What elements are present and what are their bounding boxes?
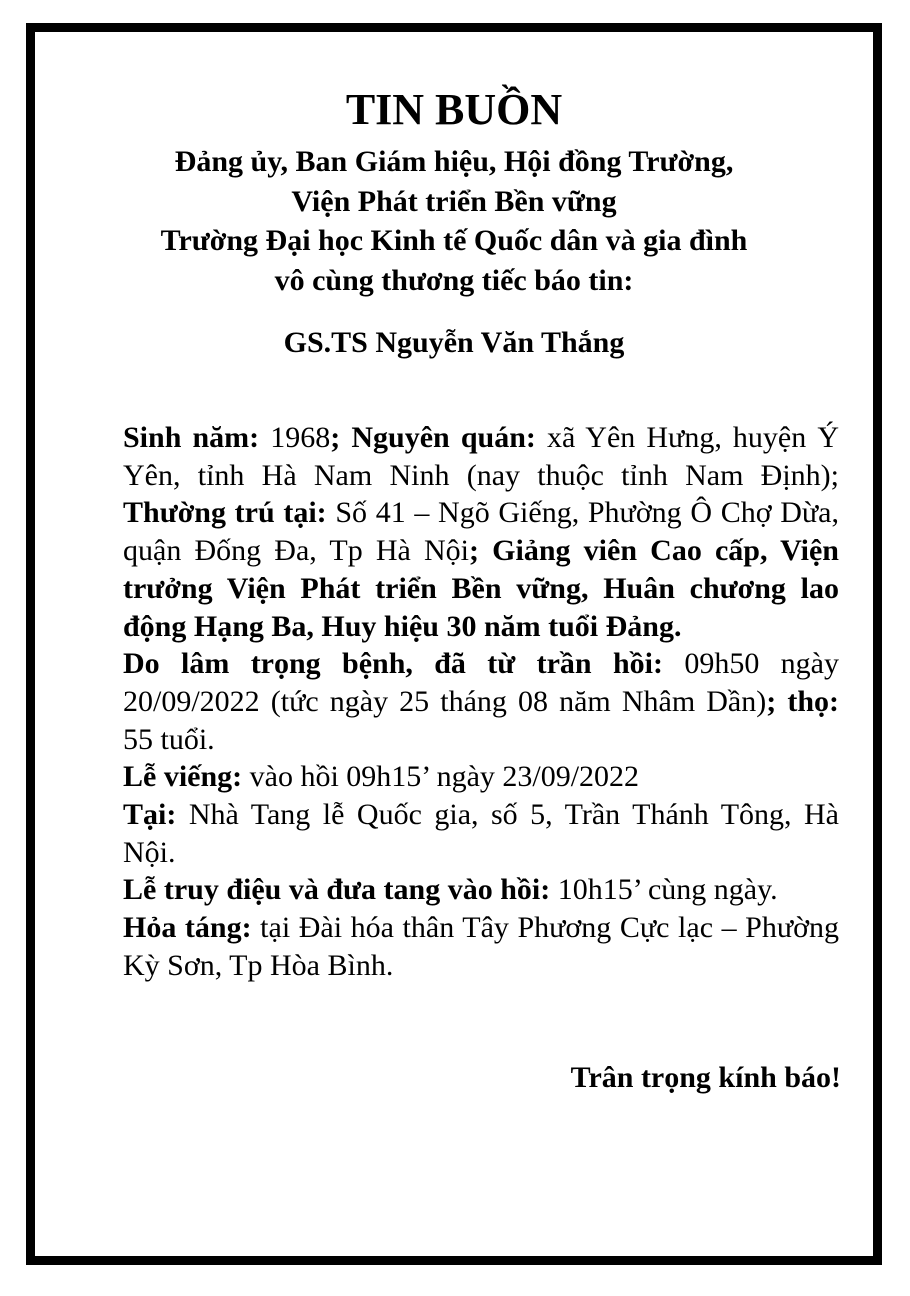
memorial-paragraph — [123, 871, 839, 909]
titles-and-awards: ; Giảng viên Cao cấp, Viện trưởng Viện Phát triển Bền vững, Huân chương lao động Hạng Ba, Huy hiệu 30 năm tuổi Đảng. — [123, 534, 839, 643]
death-value: 09h50 ngày 20/09/2022 (tức ngày 25 tháng 08 năm Nhâm Dần) — [123, 647, 839, 718]
cremation-value: tại Đài hóa thân Tây Phương Cực lạc – Phường Kỳ Sơn, Tp Hòa Bình. — [123, 911, 839, 982]
birth-label: Sinh năm: — [123, 421, 260, 454]
memorial-value: 10h15’ cùng ngày. — [550, 873, 778, 907]
visitation-paragraph — [123, 758, 839, 796]
obituary-details — [123, 419, 839, 985]
memorial-label: Lễ truy điệu và đưa tang vào hồi: — [123, 873, 551, 907]
hometown-label: ; Nguyên quán: — [330, 421, 536, 454]
biography-paragraph — [123, 419, 839, 645]
deceased-name: GS.TS Nguyễn Văn Thắng — [283, 326, 625, 359]
age-value: 55 tuổi. — [123, 722, 215, 756]
age-label: ; thọ: — [766, 684, 840, 718]
location-value: Nhà Tang lễ Quốc gia, số 5, Trần Thánh Tông, Hà Nội. — [123, 798, 839, 869]
closing-line: Trân trọng kính báo! — [570, 1061, 841, 1094]
residence-label: Thường trú tại: — [123, 496, 327, 530]
header-line: Đảng ủy, Ban Giám hiệu, Hội đồng Trường, — [174, 145, 734, 178]
hometown-value: xã Yên Hưng, huyện Ý Yên, tỉnh Hà Nam Ninh (nay thuộc tỉnh Nam Định); — [123, 421, 840, 492]
header-line: Viện Phát triển Bền vững — [291, 184, 617, 218]
cremation-paragraph — [123, 909, 839, 984]
location-paragraph — [123, 796, 839, 871]
cremation-label: Hỏa táng: — [123, 911, 252, 945]
residence-value: Số 41 – Ngõ Giếng, Phường Ô Chợ Dừa, quận Đống Đa, Tp Hà Nội — [123, 496, 839, 568]
birth-value: 1968 — [259, 421, 331, 454]
header-line: vô cùng thương tiếc báo tin: — [274, 263, 634, 297]
location-label: Tại: — [123, 798, 177, 832]
obituary-frame — [26, 23, 882, 1265]
death-paragraph — [123, 645, 839, 758]
death-label: Do lâm trọng bệnh, đã từ trần hồi: — [123, 647, 663, 681]
visitation-label: Lễ viếng: — [123, 760, 243, 794]
header-line: Trường Đại học Kinh tế Quốc dân và gia đình — [160, 224, 748, 257]
announcing-organizations — [35, 142, 873, 300]
obituary-title: TIN BUỒN — [345, 85, 563, 134]
visitation-value: vào hồi 09h15’ ngày 23/09/2022 — [242, 760, 640, 794]
